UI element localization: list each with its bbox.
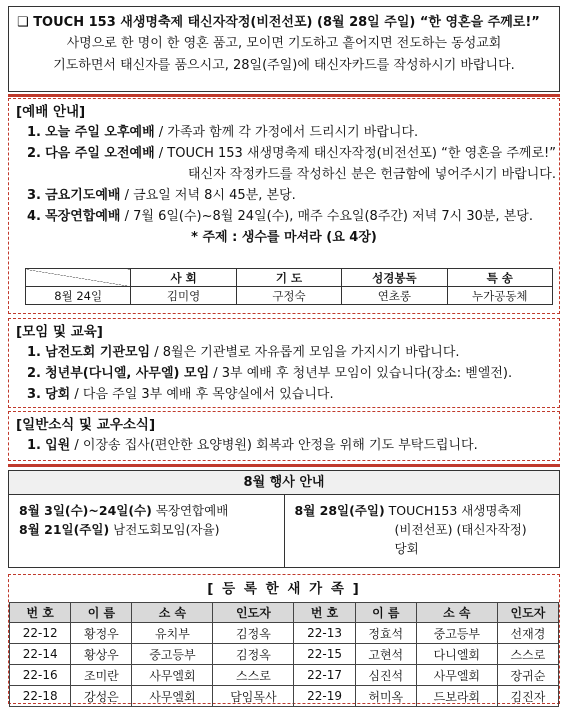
table-cell: 조미란 <box>71 665 132 686</box>
table-cell: 22-12 <box>10 623 71 644</box>
event-item <box>19 501 274 520</box>
notice-slogan: “한 영혼을 주께로!” <box>419 15 540 30</box>
table-cell: 사무엘회 <box>132 686 213 707</box>
table-cell: 22-17 <box>294 665 355 686</box>
column-header: 기 도 <box>236 269 341 287</box>
table-cell: 황상우 <box>71 644 132 665</box>
table-corner-cell <box>26 269 131 287</box>
events-section <box>8 470 560 568</box>
item-title: 청년부(다니엘, 사무엘) 모임 <box>45 366 210 381</box>
item-text: / 7월 6일(수)~8월 24일(수), 매주 수요일(8주간) 저녁 7시 30분, 본당. <box>120 209 533 224</box>
table-row <box>26 269 553 287</box>
event-item <box>295 501 550 520</box>
item-number: 2. <box>27 146 41 161</box>
item-title: 입원 <box>45 438 71 453</box>
column-header: 이 름 <box>71 603 132 623</box>
item-text: / 이장송 집사(편안한 요양병원) 회복과 안정을 위해 기도 부탁드립니다. <box>70 438 478 453</box>
column-header: 소 속 <box>416 603 497 623</box>
item-title: 다음 주일 오전예배 <box>45 146 155 161</box>
event-date: 8월 21일(주일) <box>19 522 110 537</box>
table-cell: 담임목사 <box>213 686 294 707</box>
item-title: 당회 <box>45 387 71 402</box>
item-title: 오늘 주일 오후예배 <box>45 125 155 140</box>
sermon-topic: * 주제 : 생수를 마셔라 (요 4장) <box>191 230 377 245</box>
duty-table <box>25 268 553 305</box>
festival-notice <box>8 6 560 92</box>
item-number: 3. <box>27 188 41 203</box>
list-item <box>13 435 555 456</box>
item-title: 목장연합예배 <box>45 209 121 224</box>
table-cell: 사무엘회 <box>132 665 213 686</box>
table-cell: 김진자 <box>497 686 558 707</box>
events-right-column <box>284 495 560 567</box>
item-number: 3. <box>27 387 41 402</box>
column-header: 인도자 <box>213 603 294 623</box>
notice-title-text: TOUCH 153 새생명축제 태신자작정(비전선포) (8월 28일 주일) <box>33 15 416 30</box>
item-number: 1. <box>27 345 41 360</box>
table-row <box>10 665 559 686</box>
list-item-continued <box>13 164 555 185</box>
column-header: 특 송 <box>447 269 552 287</box>
table-cell: 22-18 <box>10 686 71 707</box>
column-header: 이 름 <box>355 603 416 623</box>
table-cell: 중고등부 <box>132 644 213 665</box>
new-members-table <box>9 602 559 707</box>
event-text-line: (비전선포) (태신자작정) <box>394 522 527 537</box>
section-heading-worship: [예배 안내] <box>16 104 86 120</box>
notice-line-1: 사명으로 한 명이 한 영혼 품고, 모이면 기도하고 흩어지면 전도하는 동성교회 <box>66 36 502 51</box>
new-members-section <box>8 574 560 704</box>
new-members-heading: [ 등 록 한 새 가 족 ] <box>207 581 361 597</box>
event-text-line: 당회 <box>394 541 419 556</box>
table-row <box>26 287 553 305</box>
table-cell: 김정옥 <box>213 644 294 665</box>
table-cell: 다니엘회 <box>416 644 497 665</box>
section-heading-news: [일반소식 및 교우소식] <box>16 417 156 433</box>
table-cell: 김정옥 <box>213 623 294 644</box>
item-number: 4. <box>27 209 41 224</box>
event-date: 8월 3일(수)~24일(수) <box>19 503 152 518</box>
notice-title <box>17 13 551 33</box>
table-cell: 심진석 <box>355 665 416 686</box>
item-text: / 금요일 저녁 8시 45분, 본당. <box>120 188 296 203</box>
list-item <box>13 206 555 227</box>
table-cell: 22-19 <box>294 686 355 707</box>
table-header-row <box>10 603 559 623</box>
item-text: 태신자 작정카드를 작성하신 분은 헌금함에 넣어주시기 바랍니다. <box>188 167 556 182</box>
notice-line-2: 기도하면서 태신자를 품으시고, 28일(주일)에 태신자카드를 작성하시기 바랍니다. <box>53 58 515 73</box>
column-header: 사 회 <box>131 269 236 287</box>
meeting-section <box>8 318 560 408</box>
item-number: 1. <box>27 438 41 453</box>
worship-section <box>8 98 560 314</box>
table-cell: 장귀순 <box>497 665 558 686</box>
table-cell: 정효석 <box>355 623 416 644</box>
column-header: 인도자 <box>497 603 558 623</box>
item-text: / 8월은 기관별로 자유롭게 모임을 가지시기 바랍니다. <box>150 345 460 360</box>
table-cell: 22-14 <box>10 644 71 665</box>
news-section <box>8 411 560 461</box>
table-cell: 유치부 <box>132 623 213 644</box>
table-cell: 허미옥 <box>355 686 416 707</box>
column-header: 소 속 <box>132 603 213 623</box>
item-text: / 가족과 함께 각 가정에서 드리시기 바랍니다. <box>154 125 419 140</box>
divider <box>8 464 560 467</box>
table-row <box>10 644 559 665</box>
table-cell: 구정숙 <box>236 287 341 305</box>
events-left-column <box>9 495 284 567</box>
table-cell: 김미영 <box>131 287 236 305</box>
table-row <box>10 623 559 644</box>
column-header: 번 호 <box>294 603 355 623</box>
item-text: / 다음 주일 3부 예배 후 목양실에서 있습니다. <box>70 387 334 402</box>
column-header: 성경봉독 <box>342 269 447 287</box>
list-item <box>13 384 555 405</box>
table-cell: 스스로 <box>497 644 558 665</box>
table-cell: 고현석 <box>355 644 416 665</box>
item-number: 2. <box>27 366 41 381</box>
column-header: 번 호 <box>10 603 71 623</box>
item-text: / 3부 예배 후 청년부 모임이 있습니다(장소: 벧엘전). <box>209 366 513 381</box>
table-cell: 강성은 <box>71 686 132 707</box>
table-cell-date: 8월 24일 <box>26 287 131 305</box>
item-title: 금요기도예배 <box>45 188 121 203</box>
table-cell: 드보라회 <box>416 686 497 707</box>
list-item <box>13 342 555 363</box>
list-item <box>13 122 555 143</box>
item-number: 1. <box>27 125 41 140</box>
table-cell: 사무엘회 <box>416 665 497 686</box>
section-heading-meeting: [모임 및 교육] <box>16 324 103 340</box>
table-row <box>10 686 559 707</box>
item-title: 남전도회 기관모임 <box>45 345 151 360</box>
event-text: 목장연합예배 <box>151 503 229 518</box>
table-cell: 스스로 <box>213 665 294 686</box>
table-cell: 22-16 <box>10 665 71 686</box>
table-cell: 연초롱 <box>342 287 447 305</box>
table-cell: 선재경 <box>497 623 558 644</box>
table-cell: 중고등부 <box>416 623 497 644</box>
list-item <box>13 185 555 206</box>
item-text: / TOUCH 153 새생명축제 태신자작정(비전선포) “한 영혼을 주께로!” <box>154 146 556 161</box>
list-item <box>13 363 555 384</box>
event-text: 남전도회모임(자율) <box>109 522 220 537</box>
event-item <box>19 520 274 539</box>
table-cell: 황정우 <box>71 623 132 644</box>
events-heading: 8월 행사 안내 <box>9 471 559 495</box>
checkbox-icon: ❑ <box>17 15 29 30</box>
divider <box>8 94 560 97</box>
table-cell: 누가공동체 <box>447 287 552 305</box>
table-cell: 22-13 <box>294 623 355 644</box>
events-body <box>9 495 559 567</box>
table-cell: 22-15 <box>294 644 355 665</box>
event-text: TOUCH153 새생명축제 <box>388 503 522 518</box>
event-date: 8월 28일(주일) <box>294 503 385 518</box>
list-item <box>13 143 555 164</box>
